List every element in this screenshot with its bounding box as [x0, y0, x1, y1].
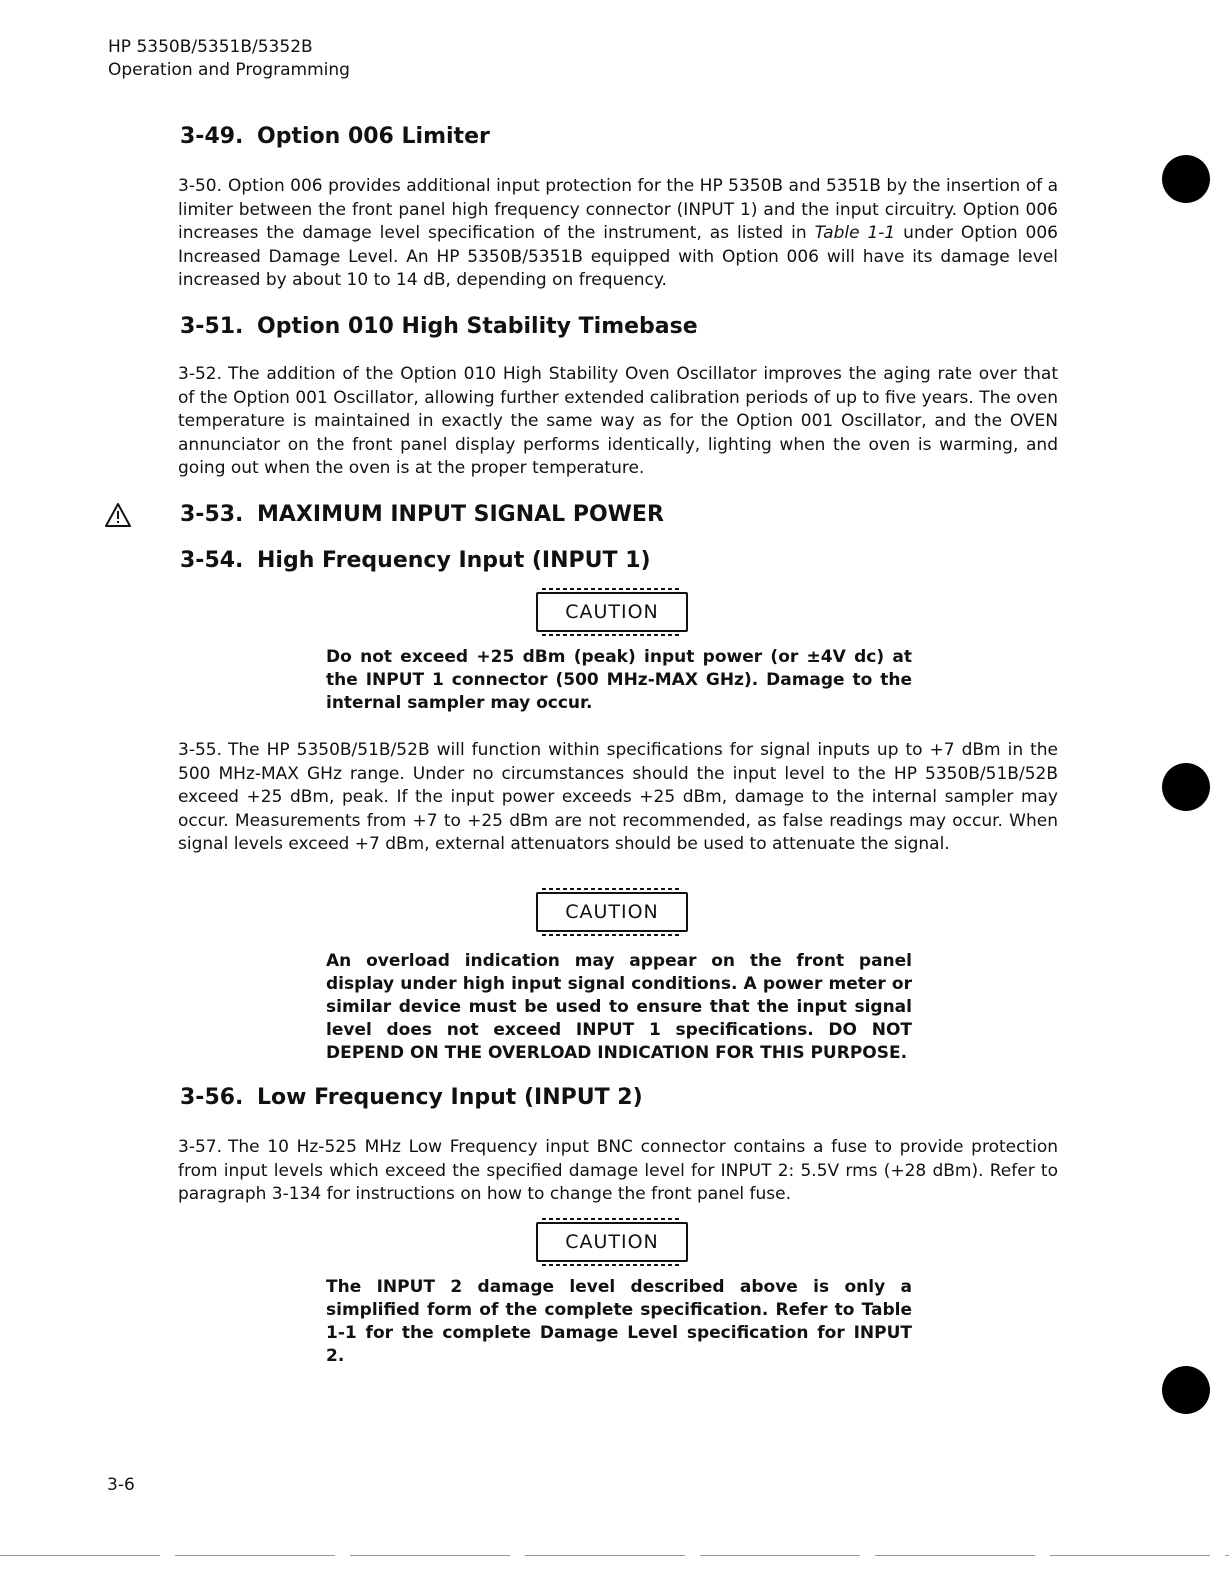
- paragraph-text: The HP 5350B/51B/52B will function within specifications for signal inputs up to +7 dBm in the 500 MHz-MAX GHz range. Under no circumstances should the input level to the HP 5350B/51B/52B exceed +25 dBm, peak. If the input power exceeds +25 dBm, damage to the internal sampler may occur. Measurements from +7 to +25 dBm are not recommended, as false readings may occur. When signal levels exceed +7 dBm, external attenuators should be used to attenuate the signal.: [178, 740, 1058, 854]
- section-number: 3-49.: [180, 124, 244, 149]
- caution-text-1: Do not exceed +25 dBm (peak) input power (or ±4V dc) at the INPUT 1 connector (500 MHz-MAX GHz). Damage to the internal sampler may occur.: [326, 647, 912, 713]
- caution-label-2: CAUTION: [536, 892, 688, 932]
- section-title: Option 006 Limiter: [257, 124, 490, 149]
- section-3-53-heading: [180, 501, 664, 529]
- paragraph-text-part1: Option 006 provides additional input protection for the HP 5350B and 5351B by the insertion of a limiter between the front panel high frequency connector (INPUT 1) and the input circuitry. Option 006 increases the damage level specification of the instrument, as listed in: [178, 176, 1058, 243]
- caution-text-3: The INPUT 2 damage level described above is only a simplified form of the complete specification. Refer to Table 1-1 for the complete Damage Level specification for INPUT 2.: [326, 1277, 912, 1366]
- header-model: HP 5350B/5351B/5352B: [108, 37, 313, 57]
- paragraph-3-50: [178, 175, 1058, 293]
- paragraph-3-52: [178, 363, 1058, 481]
- section-title: Low Frequency Input (INPUT 2): [257, 1085, 643, 1110]
- caution-text-2: An overload indication may appear on the front panel display under high input signal conditions. A power meter or similar device must be used to ensure that the input signal level does not exceed INPUT 1 specifications. DO NOT DEPEND ON THE OVERLOAD INDICATION FOR THIS PURPOSE.: [326, 951, 912, 1063]
- binder-hole-middle: [1162, 763, 1210, 811]
- section-number: 3-54.: [180, 548, 244, 573]
- table-reference: Table 1-1: [814, 223, 896, 243]
- caution-label-1: CAUTION: [536, 592, 688, 632]
- section-number: 3-53.: [180, 502, 244, 527]
- section-3-51-heading: [180, 313, 698, 341]
- paragraph-text-part2: under Option 006 Increased Damage Level. An HP 5350B/5351B equipped with Option 006 will have its damage level increased by about 10 to 14 dB, depending on frequency.: [178, 223, 1058, 290]
- section-title: Option 010 High Stability Timebase: [257, 314, 698, 339]
- section-3-56-heading: [180, 1084, 643, 1112]
- paragraph-number: 3-52.: [178, 364, 222, 384]
- paragraph-number: 3-55.: [178, 740, 222, 760]
- paragraph-text: The addition of the Option 010 High Stability Oven Oscillator improves the aging rate over that of the Option 001 Oscillator, allowing further extended calibration periods of up to five years. The oven temperature is maintained in exactly the same way as for the Option 001 Oscillator, and the OVEN annunciator on the front panel display performs identically, lighting when the oven is warming, and going out when the oven is at the proper temperature.: [178, 364, 1058, 478]
- header-section: Operation and Programming: [108, 60, 350, 80]
- section-number: 3-56.: [180, 1085, 244, 1110]
- footer-rule: [0, 1555, 1229, 1556]
- section-title: MAXIMUM INPUT SIGNAL POWER: [257, 502, 664, 527]
- section-3-49-heading: [180, 123, 490, 151]
- paragraph-number: 3-50.: [178, 176, 222, 196]
- warning-triangle-icon: [104, 502, 132, 528]
- paragraph-3-55: [178, 739, 1058, 857]
- page-number: 3-6: [107, 1475, 135, 1495]
- paragraph-3-57: [178, 1136, 1058, 1207]
- binder-hole-bottom: [1162, 1366, 1210, 1414]
- caution-label-3: CAUTION: [536, 1222, 688, 1262]
- section-number: 3-51.: [180, 314, 244, 339]
- binder-hole-top: [1162, 155, 1210, 203]
- section-3-54-heading: [180, 547, 651, 575]
- page-header: [108, 36, 350, 82]
- section-title: High Frequency Input (INPUT 1): [257, 548, 651, 573]
- paragraph-text: The 10 Hz-525 MHz Low Frequency input BNC connector contains a fuse to provide protection from input levels which exceed the specified damage level for INPUT 2: 5.5V rms (+28 dBm). Refer to paragraph 3-134 for instructions on how to change the front panel fuse.: [178, 1137, 1058, 1204]
- paragraph-number: 3-57.: [178, 1137, 222, 1157]
